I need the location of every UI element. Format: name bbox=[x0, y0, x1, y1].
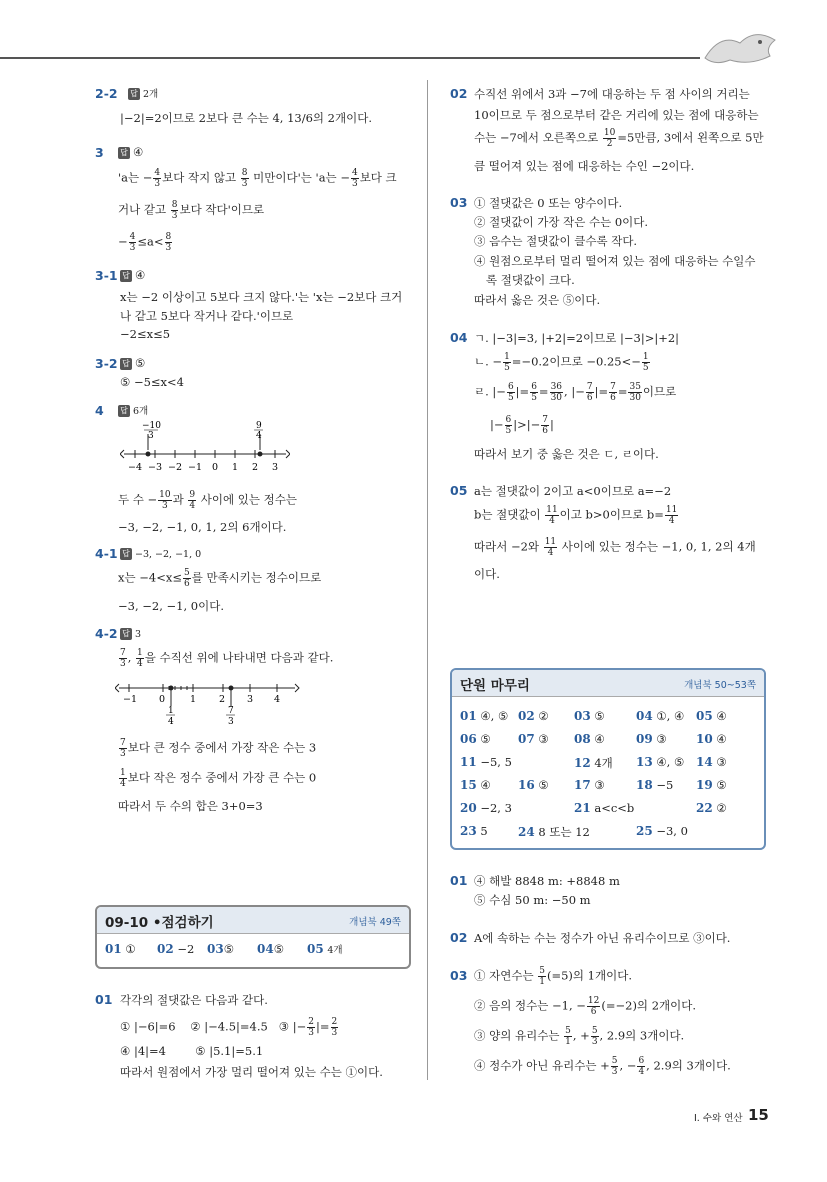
answer-text: ⑤ bbox=[135, 356, 146, 370]
solution-line: − $\frac{4}{3}$ ≤a< $\frac{8}{3}$ bbox=[118, 232, 172, 253]
point-marker bbox=[258, 452, 263, 457]
solution-line: 'a는 − $\frac{4}{3}$ 보다 작지 않고 $\frac{8}{3}$ 미만이다'는 'a는 − $\frac{4}{3}$ 보다 크 bbox=[118, 168, 397, 189]
unit-review-box: 단원 마무리 개념북 50~53쪽 01 ④, ⑤ 02 ② 03 ⑤ 04 ①, ④ 05 ④ 06 ⑤ 07 ③ 08 ④ 09 ③ 10 ④ 11 −5, 5 12 4개 13 ④, ⑤ 14 ③ 15 ④ 16 ⑤ 17 ③ 18 −5 19 ⑤ 20 −2, 3 21 a<c<b 22 ② 23 5 24 8 또는 12 25 −3, 0 bbox=[450, 668, 766, 850]
solution-line: −2≤x≤5 bbox=[120, 327, 171, 341]
tick-label: 3 bbox=[272, 462, 279, 473]
solution-line: ④ 원점으로부터 멀리 떨어져 있는 점에 대응하는 수일수 bbox=[474, 254, 756, 268]
solution-line: ① |−6|=6 ② |−4.5|=4.5 ③ |− $\frac{2}{3}$ |= $\frac{2}{3}$ bbox=[120, 1017, 338, 1038]
problem-label: 04 bbox=[450, 330, 468, 345]
problem-label: 3-2 bbox=[95, 356, 118, 371]
problem-label: 02 bbox=[450, 930, 468, 945]
solution-line: $\frac{1}{4}$ 보다 작은 정수 중에서 가장 큰 수는 0 bbox=[120, 768, 317, 789]
svg-text:7: 7 bbox=[228, 706, 234, 716]
solution-line: ① 절댓값은 0 또는 양수이다. bbox=[474, 196, 623, 210]
dragon-mascot-icon bbox=[700, 28, 780, 68]
header-rule bbox=[0, 57, 700, 59]
tick-label: −2 bbox=[168, 462, 183, 473]
tick-label: 0 bbox=[212, 462, 219, 473]
solution-line: 록 절댓값이 크다. bbox=[486, 273, 575, 287]
answer-text: −3, −2, −1, 0 bbox=[135, 549, 202, 560]
solution-line: ② 절댓값이 가장 작은 수는 0이다. bbox=[474, 215, 649, 229]
tick-label: −1 bbox=[188, 462, 203, 473]
solution-line: −3, −2, −1, 0이다. bbox=[118, 599, 224, 613]
problem-label: 02 bbox=[450, 86, 468, 101]
svg-text:9: 9 bbox=[256, 421, 262, 431]
problem-label: 05 bbox=[450, 483, 468, 498]
answer-text: ④ bbox=[133, 145, 144, 159]
check-box bbox=[95, 905, 411, 969]
answer-text: 2개 bbox=[143, 89, 159, 100]
answer-icon: 답 bbox=[120, 548, 132, 560]
tick-label: 4 bbox=[274, 694, 281, 705]
solution-line: ㄴ. − $\frac{1}{5}$ =−0.2이므로 −0.25<− $\frac{1}{5}$ bbox=[474, 352, 649, 373]
tick-label: −4 bbox=[128, 462, 143, 473]
tick-label: 1 bbox=[232, 462, 239, 473]
svg-text:−10: −10 bbox=[142, 421, 161, 431]
solution-line: ④ 정수가 아닌 유리수는 + $\frac{5}{3}$ , − $\frac{6}{4}$ , 2.9의 3개이다. bbox=[474, 1056, 731, 1077]
section-label: I. 수와 연산 bbox=[694, 1113, 743, 1124]
answer-text: 6개 bbox=[133, 406, 149, 417]
solution-line: b는 절댓값이 $\frac{11}{4}$ 이고 b>0이므로 b= $\frac{11}{4}$ bbox=[474, 505, 678, 526]
solution-line: ④ 해발 8848 m: +8848 m bbox=[474, 874, 620, 888]
check-box-title: 09-10 •점검하기 bbox=[105, 915, 214, 931]
unit-review-ref: 개념북 50~53쪽 bbox=[684, 680, 756, 691]
solution-line: ② 음의 정수는 −1, − $\frac{12}{6}$ (=−2)의 2개이다. bbox=[474, 996, 696, 1017]
answer-text: 3 bbox=[135, 629, 142, 640]
point-marker bbox=[169, 686, 174, 691]
tick-label: 2 bbox=[219, 694, 226, 705]
solution-line: 이다. bbox=[474, 567, 500, 581]
tick-label: 3 bbox=[247, 694, 254, 705]
solution-line: ④ |4|=4 ⑤ |5.1|=5.1 bbox=[120, 1044, 264, 1058]
solution-line: 거나 같고 $\frac{8}{3}$ 보다 작다'이므로 bbox=[118, 200, 265, 221]
problem-label: 3-1 bbox=[95, 268, 118, 283]
solution-line: ⑤ −5≤x<4 bbox=[120, 375, 184, 389]
problem-label: 4 bbox=[95, 403, 104, 418]
solution-line: |−2|=2이므로 2보다 큰 수는 4, 13/6의 2개이다. bbox=[120, 111, 372, 125]
unit-review-header bbox=[452, 670, 764, 697]
solution-line: −3, −2, −1, 0, 1, 2의 6개이다. bbox=[118, 520, 287, 534]
answer-icon: 답 bbox=[120, 270, 132, 282]
svg-text:4: 4 bbox=[256, 431, 262, 441]
svg-text:3: 3 bbox=[228, 717, 234, 727]
solution-line: x는 −4<x≤ $\frac{5}{6}$ 를 만족시키는 정수이므로 bbox=[118, 568, 322, 589]
solution-line: ⑤ 수심 50 m: −50 m bbox=[474, 893, 591, 907]
solution-line: |− $\frac{6}{5}$ |>|− $\frac{7}{6}$ | bbox=[490, 415, 554, 436]
solution-line: x는 −2 이상이고 5보다 크지 않다.'는 'x는 −2보다 크거 bbox=[120, 290, 403, 304]
solution-line: $\frac{7}{3}$ , $\frac{1}{4}$ 을 수직선 위에 나타내면 다음과 같다. bbox=[120, 648, 334, 669]
answer-icon: 답 bbox=[120, 628, 132, 640]
tick-label: 0 bbox=[159, 694, 166, 705]
check-box-ref: 개념북 49쪽 bbox=[349, 917, 401, 928]
answer-icon: 답 bbox=[118, 147, 130, 159]
problem-label: 4-1 bbox=[95, 546, 118, 561]
solution-line: 각각의 절댓값은 다음과 같다. bbox=[120, 993, 268, 1007]
solution-line: ㄹ. |− $\frac{6}{5}$ |= $\frac{6}{5}$ = $\frac{36}{30}$ , |− $\frac{7}{6}$ |= $\frac{7}{6}$ = $\frac{35}{30}$ 이므로 bbox=[474, 382, 677, 403]
solution-line: 수는 −7에서 오른쪽으로 $\frac{10}{2}$ =5만큼, 3에서 왼쪽으로 5만 bbox=[474, 128, 764, 149]
svg-text:4: 4 bbox=[168, 717, 174, 727]
column-divider bbox=[427, 80, 428, 1080]
solution-line: 두 수 − $\frac{10}{3}$ 과 $\frac{9}{4}$ 사이에 있는 정수는 bbox=[118, 490, 297, 511]
solution-line: ㄱ. |−3|=3, |+2|=2이므로 |−3|>|+2| bbox=[474, 331, 680, 345]
solution-line: 따라서 보기 중 옳은 것은 ㄷ, ㄹ이다. bbox=[474, 447, 659, 461]
number-line bbox=[115, 678, 300, 728]
solution-line: 10이므로 두 점으로부터 같은 거리에 있는 점에 대응하는 bbox=[474, 108, 759, 122]
solution-line: 따라서 옳은 것은 ⑤이다. bbox=[474, 293, 601, 307]
solution-line: 따라서 원점에서 가장 멀리 떨어져 있는 수는 ①이다. bbox=[120, 1065, 383, 1079]
problem-label: 03 bbox=[450, 195, 468, 210]
solution-line: 나 같고 5보다 작거나 같다.'이므로 bbox=[120, 309, 294, 323]
answer-icon: 답 bbox=[120, 358, 132, 370]
svg-text:1: 1 bbox=[168, 706, 174, 716]
solution-line: 따라서 −2와 $\frac{11}{4}$ 사이에 있는 정수는 −1, 0, 1, 2의 4개 bbox=[474, 537, 756, 558]
solution-line: ③ 음수는 절댓값이 클수록 작다. bbox=[474, 234, 638, 248]
problem-label: 2-2 bbox=[95, 86, 118, 101]
problem-label: 3 bbox=[95, 145, 104, 160]
answer-text: ④ bbox=[135, 268, 146, 282]
problem-label: 4-2 bbox=[95, 626, 118, 641]
check-box-header bbox=[97, 907, 409, 934]
solution-line: 수직선 위에서 3과 −7에 대응하는 두 점 사이의 거리는 bbox=[474, 87, 750, 101]
solution-line: ③ 양의 유리수는 $\frac{5}{1}$ , + $\frac{5}{3}$ , 2.9의 3개이다. bbox=[474, 1026, 685, 1047]
solution-line: a는 절댓값이 2이고 a<0이므로 a=−2 bbox=[474, 484, 672, 498]
page-number: 15 bbox=[748, 1106, 769, 1124]
solution-line: $\frac{7}{3}$ 보다 큰 정수 중에서 가장 작은 수는 3 bbox=[120, 738, 317, 759]
problem-label: 03 bbox=[450, 968, 468, 983]
solution-line: 큼 떨어져 있는 점에 대응하는 수인 −2이다. bbox=[474, 159, 695, 173]
answer-icon: 답 bbox=[128, 88, 140, 100]
tick-label: 2 bbox=[252, 462, 259, 473]
point-marker bbox=[229, 686, 234, 691]
answer-icon: 답 bbox=[118, 405, 130, 417]
point-marker bbox=[146, 452, 151, 457]
problem-label: 01 bbox=[95, 992, 113, 1007]
number-line bbox=[120, 420, 290, 475]
tick-label: −3 bbox=[148, 462, 163, 473]
tick-label: −1 bbox=[123, 694, 138, 705]
tick-label: 1 bbox=[190, 694, 197, 705]
unit-review-title: 단원 마무리 bbox=[460, 678, 530, 694]
solution-line: A에 속하는 수는 정수가 아닌 유리수이므로 ③이다. bbox=[474, 931, 731, 945]
solution-line: ① 자연수는 $\frac{5}{1}$ (=5)의 1개이다. bbox=[474, 966, 632, 987]
solution-line: 따라서 두 수의 합은 3+0=3 bbox=[118, 799, 263, 813]
svg-text:3: 3 bbox=[148, 431, 154, 441]
check-answers: 01 ① 02 −2 03⑤ 04⑤ 05 4개 bbox=[105, 942, 343, 956]
problem-label: 01 bbox=[450, 873, 468, 888]
